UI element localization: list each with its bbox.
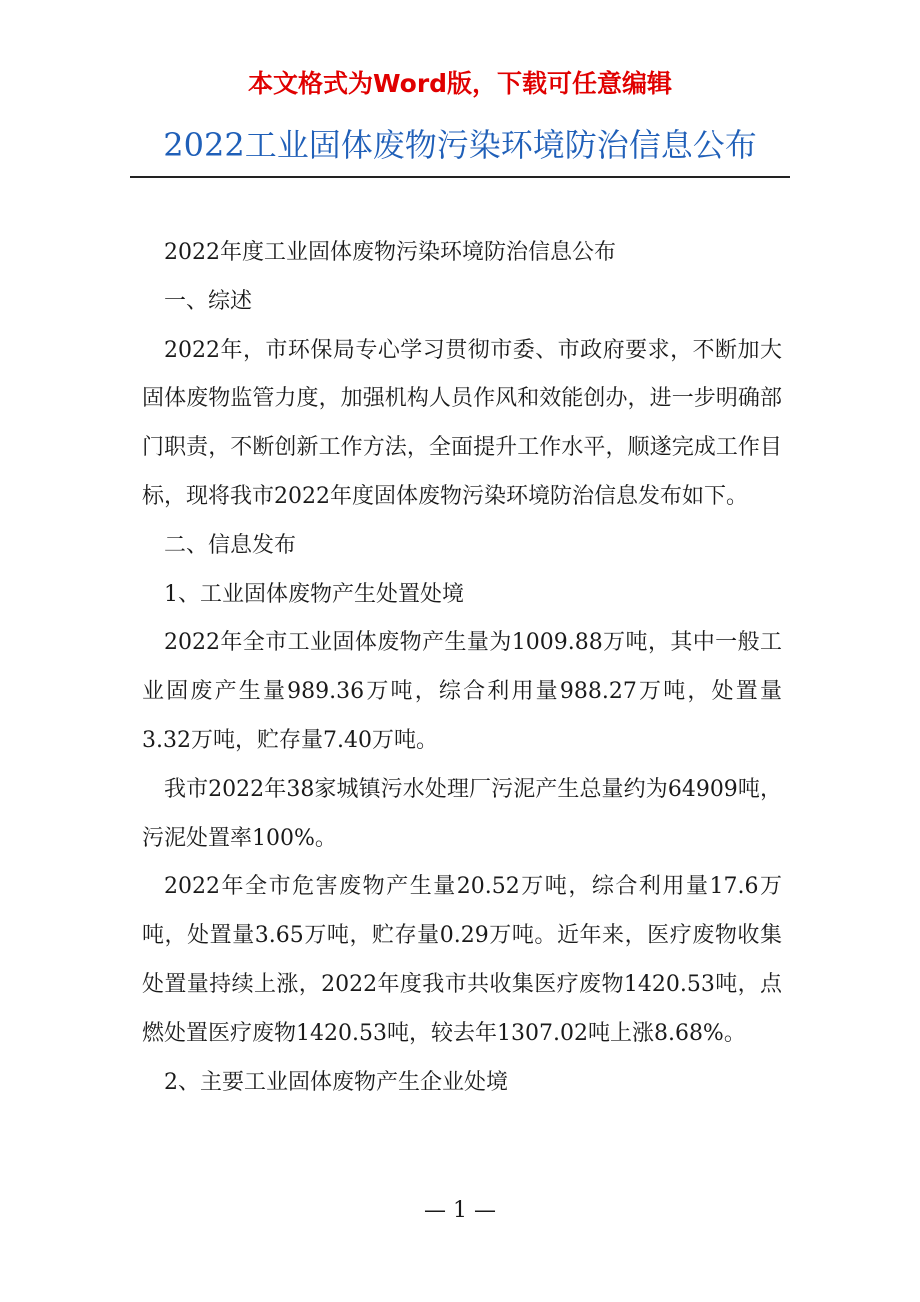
hazardous-waste-paragraph: 2022年全市危害废物产生量20.52万吨，综合利用量17.6万吨，处置量3.65万吨，贮存量0.29万吨。近年来，医疗废物收集处置量持续上涨，2022年度我市共收集医疗废物1420.53吨，点燃处置医疗废物1420.53吨，较去年1307.02吨上涨8.68%。 <box>142 874 782 1046</box>
industrial-waste-paragraph: 2022年全市工业固体废物产生量为1009.88万吨，其中一般工业固废产生量989.36万吨，综合利用量988.27万吨，处置量3.32万吨，贮存量7.40万吨。 <box>142 630 782 753</box>
overview-paragraph: 2022年，市环保局专心学习贯彻市委、市政府要求，不断加大固体废物监管力度，加强机构人员作风和效能创办，进一步明确部门职责，不断创新工作方法，全面提升工作水平，顺遂完成工作目标，现将我市2022年度固体废物污染环境防治信息发布如下。 <box>142 337 782 509</box>
download-banner: 本文格式为Word版，下载可任意编辑 <box>247 69 673 98</box>
section-heading-info-release: 二、信息发布 <box>164 532 297 558</box>
document-body <box>142 229 782 1107</box>
subtitle-paragraph: 2022年度工业固体废物污染环境防治信息公布 <box>164 240 616 265</box>
page-number: — 1 — <box>424 1198 496 1223</box>
section-heading-overview: 一、综述 <box>164 288 253 314</box>
title-divider <box>130 176 790 178</box>
subsection-heading-2: 2、主要工业固体废物产生企业处境 <box>164 1069 508 1095</box>
document-title: 2022工业固体废物污染环境防治信息公布 <box>163 126 757 164</box>
sludge-paragraph: 我市2022年38家城镇污水处理厂污泥产生总量约为64909吨，污泥处置率100%。 <box>142 776 782 851</box>
subsection-heading-1: 1、工业固体废物产生处置处境 <box>164 581 464 607</box>
